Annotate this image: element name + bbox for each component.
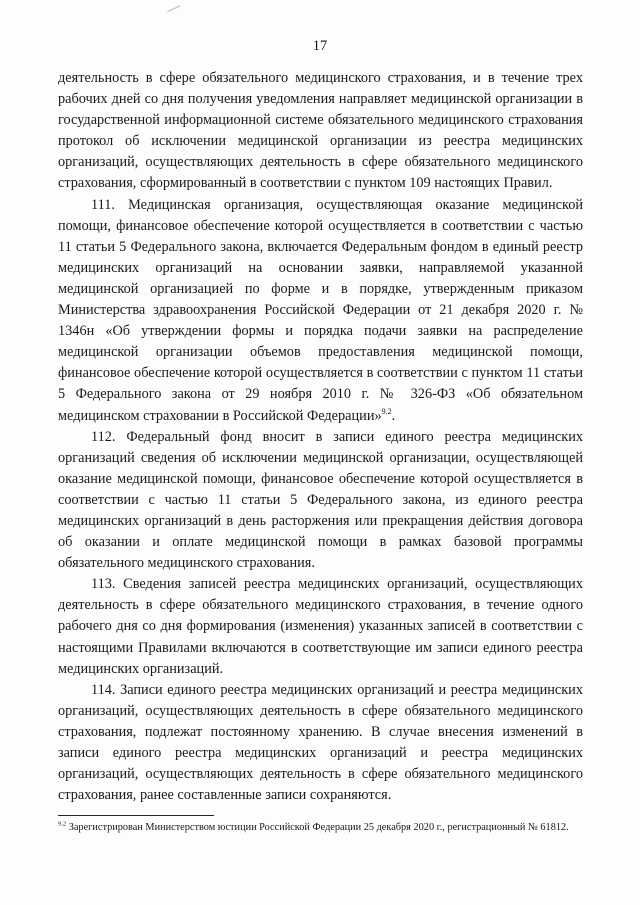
- footnote: [58, 821, 583, 835]
- footnote-marker: 9.2: [58, 820, 67, 828]
- footnote-text: Зарегистрирован Министерством юстиции Российской Федерации 25 декабря 2020 г., регистрационный № 61812.: [68, 822, 569, 833]
- paragraph-113: 113. Сведения записей реестра медицинских организаций, осуществляющих деятельность в сфере обязательного медицинского страхования, в течение одного рабочего дня со дня формирования (изменения) указанных записей в соответствии с настоящими Правилами включаются в соответствующие им записи единого реестра медицинских организаций.: [58, 576, 583, 677]
- paragraph-114: 114. Записи единого реестра медицинских организаций и реестра медицинских организаций, осуществляющих деятельность в сфере обязательного медицинского страхования, подлежат постоянному хранению. В случае внесения изменений в записи единого реестра медицинских организаций и реестра медицинских организаций, осуществляющих деятельность в сфере обязательного медицинского страхования, ранее составленные записи сохраняются.: [58, 681, 583, 804]
- document-body: [58, 68, 583, 806]
- paragraph-110-continuation: деятельность в сфере обязательного медицинского страхования, и в течение трех рабочих дней со дня получения уведомления направляет медицинской организации в государственной информационной системе обязательного медицинского страхования протокол об исключении медицинской организации из реестра медицинских организаций, осуществляющих деятельность в сфере обязательного медицинского страхования, сформированный в соответствии с пунктом 109 настоящих Правил.: [58, 70, 583, 192]
- paragraph-112: 112. Федеральный фонд вносит в записи единого реестра медицинских организаций сведения об исключении медицинской организации, осуществляющей оказание медицинской помощи, финансовое обеспечение которой осуществляется в соответствии с частью 11 статьи 5 Федерального закона, из единого реестра медицинских организаций в день расторжения или прекращения действия договора об оказании и оплате медицинской помощи в рамках базовой программы обязательного медицинского страхования.: [58, 428, 583, 572]
- paragraph-111: [58, 195, 583, 427]
- page-number: 17: [312, 38, 328, 54]
- footnote-divider: [58, 815, 214, 816]
- paragraph-111-text: 111. Медицинская организация, осуществляющая оказание медицинской помощи, финансовое обеспечение которой осуществляется в соответствии с частью 11 статьи 5 Федерального закона, включается Федеральным фондом в единый реестр медицинских организаций на основании заявки, направляемой указанной медицинской организацией по форме и в порядке, утвержденным приказом Министерства здравоохранения Российской Федерации от 21 декабря 2020 г. № 1346н «Об утверждении формы и порядка подачи заявки на распределение медицинской организации объемов предоставления медицинской помощи, финансовое обеспечение которой осуществляется в соответствии с пунктом 11 статьи 5 Федерального закона от 29 ноября 2010 г. № 326-ФЗ «Об обязательном медицинском страховании в Российской Федерации»: [58, 196, 583, 424]
- paragraph-111-end: .: [391, 407, 396, 424]
- scan-artifact: [167, 5, 183, 17]
- footnote-reference: 9.2: [381, 406, 392, 416]
